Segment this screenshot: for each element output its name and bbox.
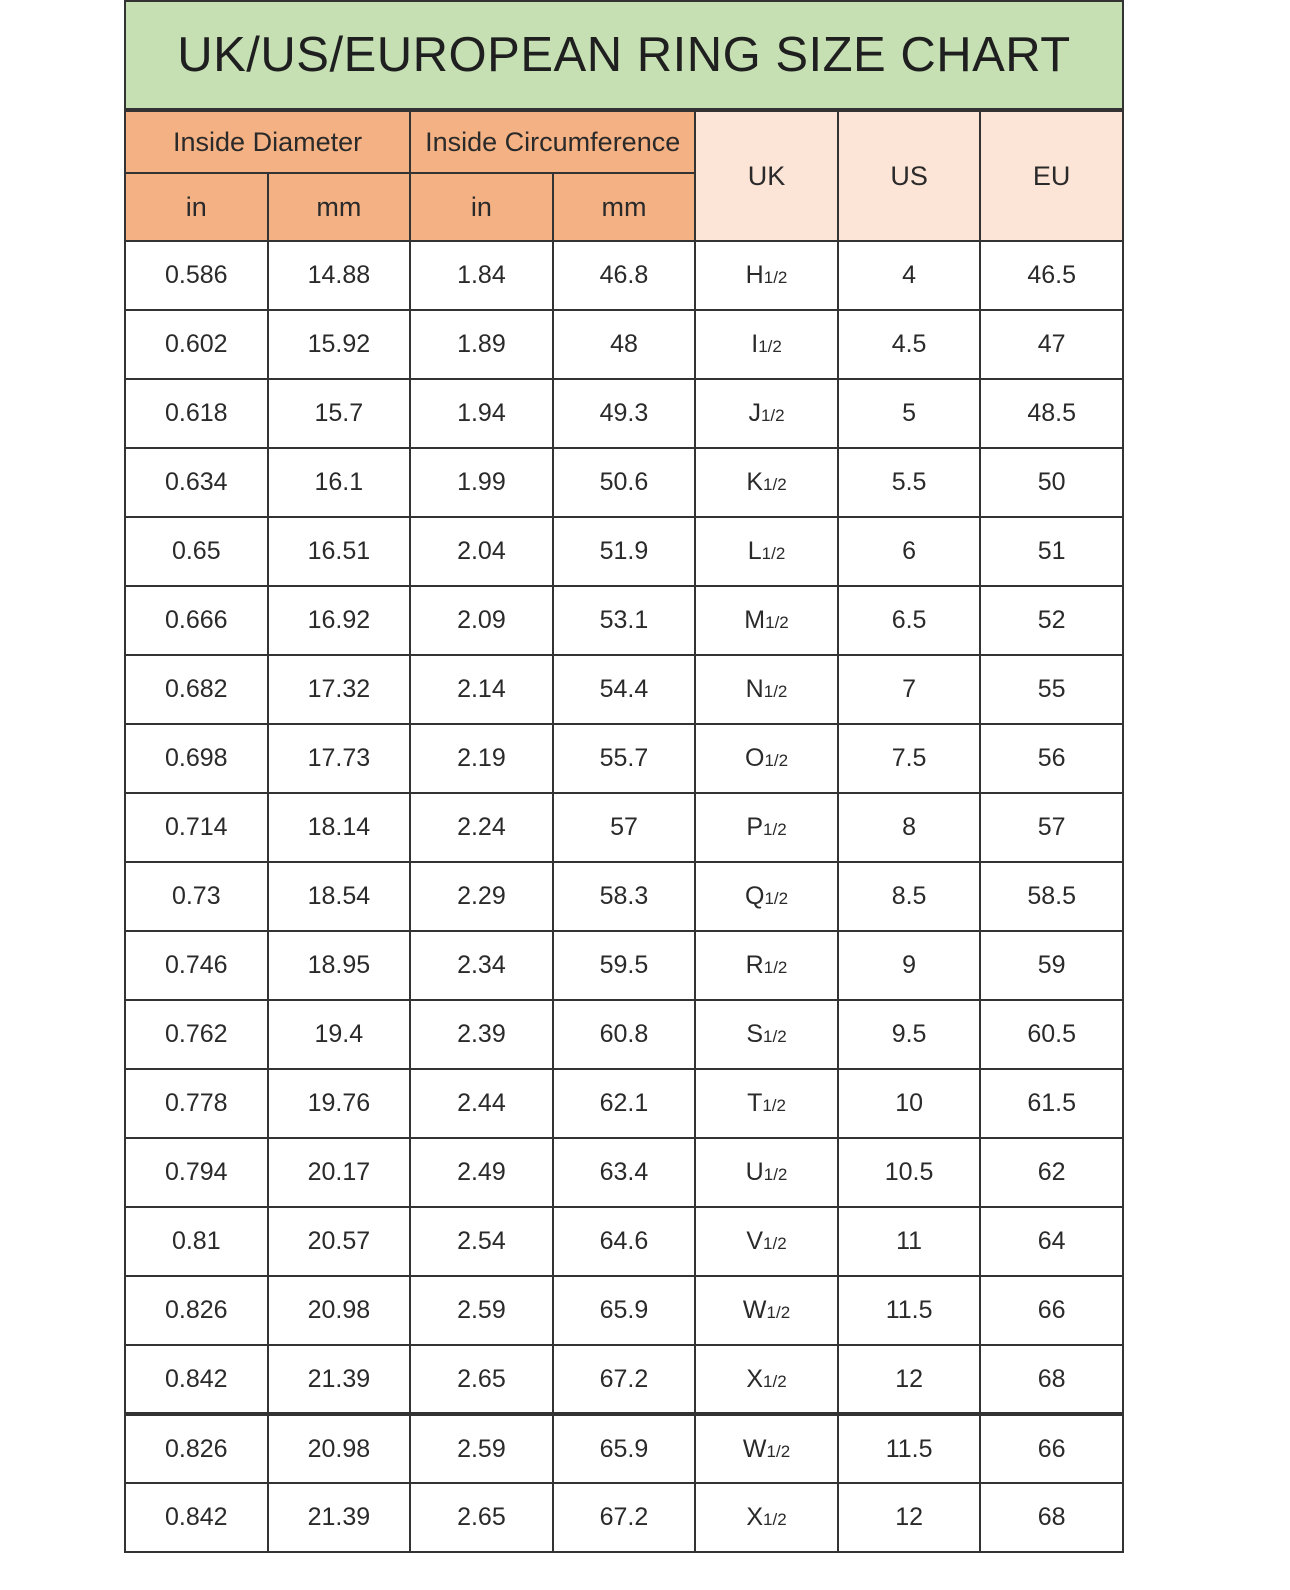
- cell-circumference-in: 2.49: [410, 1138, 553, 1207]
- cell-uk-size: [695, 310, 838, 379]
- cell-diameter-in: 0.746: [125, 931, 268, 1000]
- cell-diameter-mm: 15.7: [268, 379, 411, 448]
- cell-eu-size: 58.5: [980, 862, 1123, 931]
- cell-diameter-mm: 20.98: [268, 1414, 411, 1483]
- uk-size-fraction: 1/2: [760, 406, 785, 425]
- cell-circumference-in: 2.19: [410, 724, 553, 793]
- cell-diameter-in: 0.794: [125, 1138, 268, 1207]
- cell-eu-size: 66: [980, 1276, 1123, 1345]
- cell-diameter-mm: 14.88: [268, 241, 411, 310]
- cell-uk-size: [695, 448, 838, 517]
- table-row: [125, 793, 1123, 862]
- cell-us-size: 7: [838, 655, 981, 724]
- cell-us-size: 11.5: [838, 1414, 981, 1483]
- cell-eu-size: 51: [980, 517, 1123, 586]
- header-row-groups: [125, 111, 1123, 173]
- uk-size-fraction: 1/2: [764, 751, 789, 770]
- cell-eu-size: 46.5: [980, 241, 1123, 310]
- cell-eu-size: 48.5: [980, 379, 1123, 448]
- cell-diameter-mm: 19.76: [268, 1069, 411, 1138]
- cell-eu-size: 52: [980, 586, 1123, 655]
- table-row: [125, 310, 1123, 379]
- cell-diameter-in: 0.698: [125, 724, 268, 793]
- uk-size-fraction: 1/2: [762, 1096, 786, 1115]
- table-row: [125, 241, 1123, 310]
- cell-eu-size: 64: [980, 1207, 1123, 1276]
- cell-circumference-mm: 46.8: [553, 241, 696, 310]
- uk-size-letter: V: [746, 1227, 764, 1255]
- cell-eu-size: 50: [980, 448, 1123, 517]
- cell-circumference-mm: 57: [553, 793, 696, 862]
- cell-circumference-in: 2.59: [410, 1276, 553, 1345]
- table-row: [125, 862, 1123, 931]
- cell-uk-size: [695, 517, 838, 586]
- cell-diameter-mm: 20.98: [268, 1276, 411, 1345]
- header-diameter-in: in: [125, 173, 268, 241]
- table-row: [125, 379, 1123, 448]
- cell-diameter-in: 0.586: [125, 241, 268, 310]
- cell-circumference-mm: 63.4: [553, 1138, 696, 1207]
- uk-size-fraction: 1/2: [763, 682, 788, 701]
- uk-size-fraction: 1/2: [763, 268, 788, 287]
- cell-us-size: 6: [838, 517, 981, 586]
- header-circumference-in: in: [410, 173, 553, 241]
- table-row: [125, 1138, 1123, 1207]
- uk-size-fraction: 1/2: [763, 820, 787, 839]
- cell-uk-size: [695, 862, 838, 931]
- cell-circumference-in: 2.65: [410, 1345, 553, 1414]
- cell-circumference-mm: 67.2: [553, 1345, 696, 1414]
- cell-circumference-mm: 60.8: [553, 1000, 696, 1069]
- cell-us-size: 11: [838, 1207, 981, 1276]
- cell-circumference-in: 1.99: [410, 448, 553, 517]
- table-header: [125, 111, 1123, 241]
- cell-diameter-in: 0.618: [125, 379, 268, 448]
- cell-diameter-mm: 18.95: [268, 931, 411, 1000]
- cell-us-size: 12: [838, 1483, 981, 1552]
- cell-us-size: 8.5: [838, 862, 981, 931]
- cell-eu-size: 62: [980, 1138, 1123, 1207]
- cell-uk-size: [695, 1483, 838, 1552]
- uk-size-letter: O: [744, 744, 765, 772]
- cell-circumference-in: 2.65: [410, 1483, 553, 1552]
- uk-size-letter: K: [746, 468, 764, 496]
- cell-diameter-in: 0.826: [125, 1414, 268, 1483]
- header-eu: EU: [980, 111, 1123, 241]
- cell-diameter-mm: 21.39: [268, 1483, 411, 1552]
- uk-size-fraction: 1/2: [763, 1165, 788, 1184]
- uk-size-fraction: 1/2: [763, 1027, 787, 1046]
- cell-uk-size: [695, 931, 838, 1000]
- cell-eu-size: 68: [980, 1345, 1123, 1414]
- header-diameter-mm: mm: [268, 173, 411, 241]
- uk-size-fraction: 1/2: [766, 1303, 791, 1322]
- cell-diameter-in: 0.778: [125, 1069, 268, 1138]
- cell-circumference-in: 1.94: [410, 379, 553, 448]
- cell-us-size: 4.5: [838, 310, 981, 379]
- cell-circumference-mm: 67.2: [553, 1483, 696, 1552]
- cell-diameter-in: 0.73: [125, 862, 268, 931]
- cell-eu-size: 66: [980, 1414, 1123, 1483]
- cell-diameter-in: 0.762: [125, 1000, 268, 1069]
- header-inside-circumference: Inside Circumference: [410, 111, 695, 173]
- cell-eu-size: 55: [980, 655, 1123, 724]
- cell-us-size: 10: [838, 1069, 981, 1138]
- cell-eu-size: 47: [980, 310, 1123, 379]
- cell-eu-size: 57: [980, 793, 1123, 862]
- cell-circumference-mm: 65.9: [553, 1414, 696, 1483]
- cell-diameter-in: 0.65: [125, 517, 268, 586]
- cell-us-size: 12: [838, 1345, 981, 1414]
- table-row: [125, 517, 1123, 586]
- cell-diameter-in: 0.842: [125, 1345, 268, 1414]
- cell-circumference-in: 2.44: [410, 1069, 553, 1138]
- table-row: [125, 724, 1123, 793]
- uk-size-letter: P: [746, 813, 764, 841]
- cell-circumference-in: 2.04: [410, 517, 553, 586]
- header-uk: UK: [695, 111, 838, 241]
- uk-size-letter: J: [748, 399, 761, 427]
- cell-uk-size: [695, 1414, 838, 1483]
- cell-diameter-in: 0.81: [125, 1207, 268, 1276]
- uk-size-fraction: 1/2: [763, 475, 787, 494]
- uk-size-letter: M: [744, 606, 766, 634]
- cell-circumference-mm: 65.9: [553, 1276, 696, 1345]
- cell-circumference-mm: 58.3: [553, 862, 696, 931]
- table-row: [125, 448, 1123, 517]
- cell-eu-size: 56: [980, 724, 1123, 793]
- uk-size-letter: W: [742, 1434, 767, 1463]
- header-circumference-mm: mm: [553, 173, 696, 241]
- table-row: [125, 1414, 1123, 1483]
- table-row: [125, 1276, 1123, 1345]
- uk-size-letter: S: [746, 1020, 764, 1048]
- cell-circumference-in: 1.84: [410, 241, 553, 310]
- chart-title: UK/US/EUROPEAN RING SIZE CHART: [124, 0, 1124, 110]
- cell-us-size: 11.5: [838, 1276, 981, 1345]
- cell-uk-size: [695, 724, 838, 793]
- cell-uk-size: [695, 379, 838, 448]
- uk-size-letter: W: [742, 1296, 767, 1324]
- cell-uk-size: [695, 1138, 838, 1207]
- cell-circumference-in: 2.14: [410, 655, 553, 724]
- uk-size-fraction: 1/2: [758, 337, 782, 356]
- cell-circumference-mm: 55.7: [553, 724, 696, 793]
- uk-size-letter: T: [747, 1089, 763, 1117]
- uk-size-fraction: 1/2: [766, 1441, 791, 1461]
- cell-circumference-in: 2.09: [410, 586, 553, 655]
- uk-size-letter: H: [745, 261, 764, 289]
- cell-circumference-mm: 50.6: [553, 448, 696, 517]
- table-row: [125, 1000, 1123, 1069]
- cell-diameter-in: 0.826: [125, 1276, 268, 1345]
- cell-eu-size: 68: [980, 1483, 1123, 1552]
- uk-size-letter: Q: [744, 882, 765, 910]
- uk-size-letter: L: [747, 537, 762, 565]
- uk-size-fraction: 1/2: [763, 1371, 787, 1391]
- cell-circumference-in: 2.59: [410, 1414, 553, 1483]
- cell-diameter-mm: 16.1: [268, 448, 411, 517]
- cell-diameter-mm: 20.17: [268, 1138, 411, 1207]
- cell-circumference-in: 2.54: [410, 1207, 553, 1276]
- cell-diameter-mm: 18.54: [268, 862, 411, 931]
- cell-us-size: 5.5: [838, 448, 981, 517]
- cell-uk-size: [695, 241, 838, 310]
- cell-uk-size: [695, 1345, 838, 1414]
- ring-size-chart: [124, 0, 1124, 1553]
- header-inside-diameter: Inside Diameter: [125, 111, 410, 173]
- cell-diameter-mm: 19.4: [268, 1000, 411, 1069]
- header-us: US: [838, 111, 981, 241]
- cell-circumference-mm: 54.4: [553, 655, 696, 724]
- cell-us-size: 5: [838, 379, 981, 448]
- cell-circumference-in: 2.34: [410, 931, 553, 1000]
- cell-us-size: 10.5: [838, 1138, 981, 1207]
- size-table: [124, 110, 1124, 1553]
- cell-diameter-mm: 16.51: [268, 517, 411, 586]
- cell-us-size: 4: [838, 241, 981, 310]
- cell-circumference-in: 1.89: [410, 310, 553, 379]
- cell-circumference-in: 2.39: [410, 1000, 553, 1069]
- cell-diameter-in: 0.842: [125, 1483, 268, 1552]
- table-body: [125, 241, 1123, 1552]
- cell-us-size: 7.5: [838, 724, 981, 793]
- table-row: [125, 1483, 1123, 1552]
- uk-size-fraction: 1/2: [763, 1510, 787, 1529]
- table-row: [125, 1345, 1123, 1414]
- table-row: [125, 1069, 1123, 1138]
- uk-size-letter: N: [745, 675, 764, 703]
- cell-diameter-mm: 16.92: [268, 586, 411, 655]
- uk-size-fraction: 1/2: [763, 1234, 787, 1253]
- cell-diameter-mm: 17.32: [268, 655, 411, 724]
- cell-circumference-mm: 48: [553, 310, 696, 379]
- cell-circumference-mm: 59.5: [553, 931, 696, 1000]
- cell-diameter-in: 0.634: [125, 448, 268, 517]
- cell-diameter-mm: 18.14: [268, 793, 411, 862]
- uk-size-letter: R: [745, 951, 764, 979]
- cell-diameter-mm: 15.92: [268, 310, 411, 379]
- cell-circumference-mm: 51.9: [553, 517, 696, 586]
- cell-uk-size: [695, 1069, 838, 1138]
- cell-circumference-mm: 62.1: [553, 1069, 696, 1138]
- cell-uk-size: [695, 586, 838, 655]
- table-row: [125, 1207, 1123, 1276]
- cell-us-size: 8: [838, 793, 981, 862]
- cell-diameter-in: 0.602: [125, 310, 268, 379]
- cell-diameter-mm: 17.73: [268, 724, 411, 793]
- cell-diameter-mm: 20.57: [268, 1207, 411, 1276]
- cell-eu-size: 59: [980, 931, 1123, 1000]
- table-row: [125, 655, 1123, 724]
- uk-size-letter: U: [745, 1158, 764, 1186]
- cell-circumference-mm: 49.3: [553, 379, 696, 448]
- uk-size-letter: X: [746, 1364, 764, 1393]
- table-row: [125, 586, 1123, 655]
- cell-diameter-in: 0.666: [125, 586, 268, 655]
- cell-circumference-in: 2.24: [410, 793, 553, 862]
- cell-diameter-mm: 21.39: [268, 1345, 411, 1414]
- cell-eu-size: 61.5: [980, 1069, 1123, 1138]
- cell-circumference-mm: 53.1: [553, 586, 696, 655]
- cell-uk-size: [695, 1000, 838, 1069]
- cell-uk-size: [695, 655, 838, 724]
- cell-uk-size: [695, 793, 838, 862]
- uk-size-fraction: 1/2: [763, 958, 788, 977]
- uk-size-letter: X: [746, 1503, 764, 1531]
- cell-diameter-in: 0.714: [125, 793, 268, 862]
- cell-diameter-in: 0.682: [125, 655, 268, 724]
- uk-size-fraction: 1/2: [761, 544, 786, 563]
- uk-size-letter: I: [751, 330, 759, 358]
- cell-us-size: 9: [838, 931, 981, 1000]
- cell-circumference-in: 2.29: [410, 862, 553, 931]
- uk-size-fraction: 1/2: [765, 613, 789, 632]
- cell-uk-size: [695, 1207, 838, 1276]
- table-row: [125, 931, 1123, 1000]
- cell-uk-size: [695, 1276, 838, 1345]
- uk-size-fraction: 1/2: [764, 889, 789, 908]
- cell-us-size: 6.5: [838, 586, 981, 655]
- cell-circumference-mm: 64.6: [553, 1207, 696, 1276]
- cell-eu-size: 60.5: [980, 1000, 1123, 1069]
- cell-us-size: 9.5: [838, 1000, 981, 1069]
